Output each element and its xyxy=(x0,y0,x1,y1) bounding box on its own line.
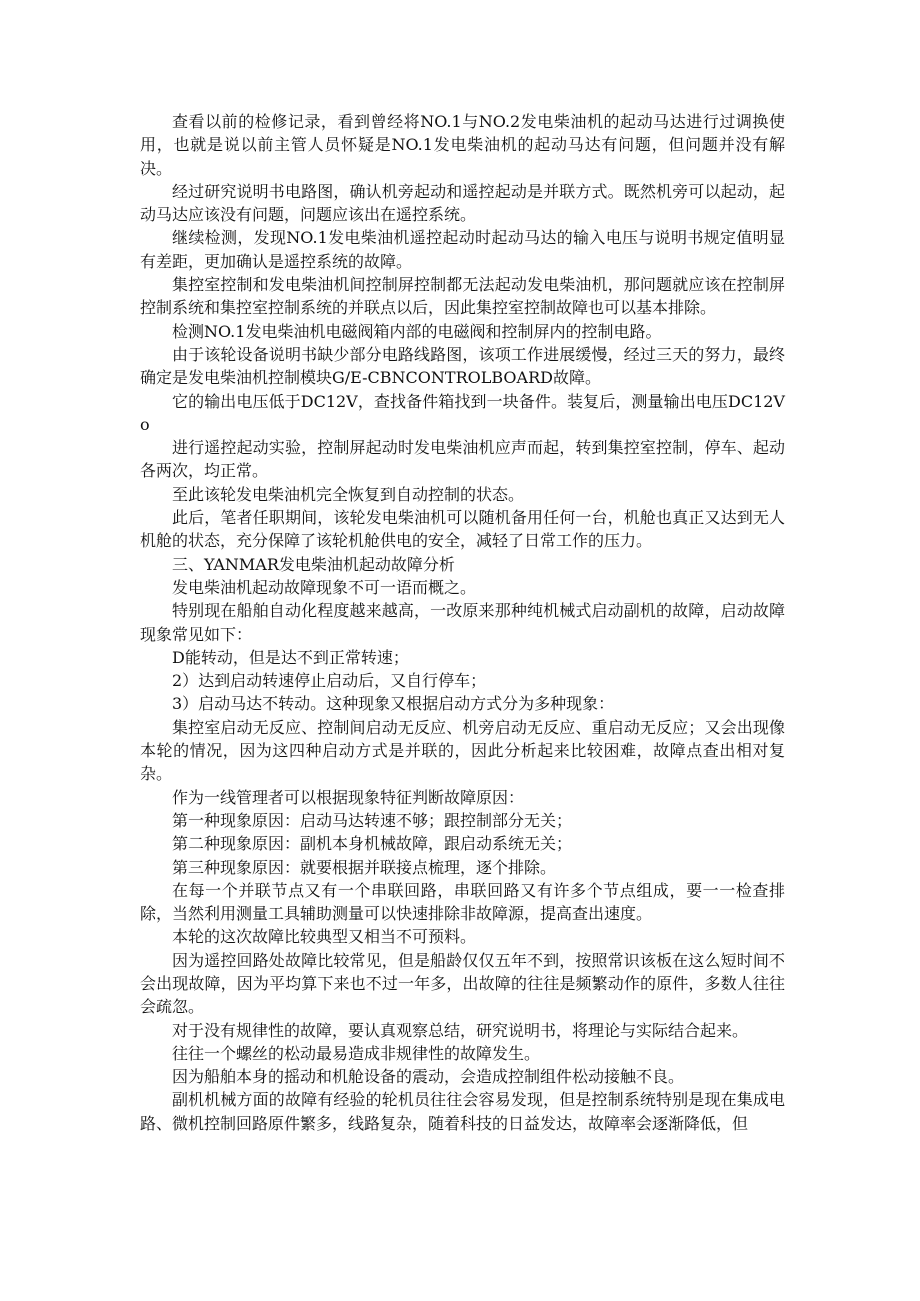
paragraph-diagnosis: 作为一线管理者可以根据现象特征判断故障原因： xyxy=(172,787,525,807)
paragraph-cause-3: 第三种现象原因：就要根据并联接点梳理，逐个排除。 xyxy=(172,857,557,877)
section-heading: 三、YANMAR发电柴油机起动故障分析 xyxy=(172,554,455,574)
paragraph-circuit-study: 经过研究说明书电路图，确认机旁起动和遥控起动是并联方式。既然机旁可以起动，起动马达应该没有问题，问题应该出在遥控系统。 xyxy=(140,181,785,225)
paragraph-typical-fault: 本轮的这次故障比较典型又相当不可预料。 xyxy=(172,927,477,947)
paragraph-vibration: 因为船舶本身的摇动和机舱设备的震动，会造成控制组件松动接触不良。 xyxy=(172,1067,685,1087)
paragraph-intro: 发电柴油机起动故障现象不可一语而概之。 xyxy=(172,577,477,597)
paragraph-cause-2: 第二种现象原因：副机本身机械故障，跟启动系统无关； xyxy=(172,834,573,854)
paragraph-voltage-check: 继续检测，发现NO.1发电柴油机遥控起动时起动马达的输入电压与说明书规定值明显有差距，更加确认是遥控系统的故障。 xyxy=(140,228,785,271)
paragraph-maintenance-record: 查看以前的检修记录，看到曾经将NO.1与NO.2发电柴油机的起动马达进行过调换使用，也就是说以前主管人员怀疑是NO.1发电柴油机的起动马达有问题，但问题并没有解决。 xyxy=(140,112,785,178)
document-body xyxy=(140,110,785,1135)
paragraph-control-room: 集控室控制和发电柴油机间控制屏控制都无法起动发电柴油机，那问题就应该在控制屏控制系统和集控室控制系统的并联点以后，因此集控室控制故障也可以基本排除。 xyxy=(140,275,785,318)
list-item-2: 2）达到启动转速停止启动后，又自行停车； xyxy=(172,671,487,691)
list-item-1: D能转动，但是达不到正常转速； xyxy=(172,647,409,667)
paragraph-solenoid-check: 检测NO.1发电柴油机电磁阀箱内部的电磁阀和控制屏内的控制电路。 xyxy=(172,321,662,341)
paragraph-restored: 至此该轮发电柴油机完全恢复到自动控制的状态。 xyxy=(172,484,525,504)
paragraph-cause-1: 第一种现象原因：启动马达转速不够；跟控制部分无关； xyxy=(172,810,573,830)
paragraph-mechanical-faults: 副机机械方面的故障有经验的轮机员往往会容易发现，但是控制系统特别是现在集成电路、微机控制回路原件繁多，线路复杂，随着科技的日益发达，故障率会逐渐降低，但 xyxy=(140,1090,785,1133)
paragraph-irregular-faults: 对于没有规律性的故障，要认真观察总结，研究说明书，将理论与实际结合起来。 xyxy=(172,1020,749,1040)
paragraph-remote-test: 进行遥控起动实验，控制屏起动时发电柴油机应声而起，转到集控室控制，停车、起动各两次，均正常。 xyxy=(140,438,785,481)
paragraph-common-faults: 特别现在船舶自动化程度越来越高，一改原来那种纯机械式启动副机的故障，启动故障现象常见如下： xyxy=(140,601,785,644)
paragraph-ship-age: 因为遥控回路处故障比较常见，但是船龄仅仅五年不到，按照常识该板在这么短时间不会出现故障，因为平均算下来也不过一年多，出故障的往往是频繁动作的原件，多数人往往会疏忽。 xyxy=(140,950,785,1017)
paragraph-control-board: 由于该轮设备说明书缺少部分电路线路图，该项工作进展缓慢，经过三天的努力，最终确定是发电柴油机控制模块G/E-CBNCONTROLBOARD故障。 xyxy=(140,344,785,388)
paragraph-start-modes: 集控室启动无反应、控制间启动无反应、机旁启动无反应、重启动无反应；又会出现像本轮的情况，因为这四种启动方式是并联的，因此分析起来比较困难，故障点查出相对复杂。 xyxy=(140,717,785,784)
paragraph-output-voltage: 它的输出电压低于DC12V，查找备件箱找到一块备件。装复后，测量输出电压DC12Vo xyxy=(140,391,785,434)
paragraph-afterwards: 此后，笔者任职期间，该轮发电柴油机可以随机备用任何一台，机舱也真正又达到无人机舱的状态，充分保障了该轮机舱供电的安全，减轻了日常工作的压力。 xyxy=(140,508,785,551)
list-item-3: 3）启动马达不转动。这种现象又根据启动方式分为多种现象： xyxy=(172,694,615,714)
paragraph-series-circuit: 在每一个并联节点又有一个串联回路，串联回路又有许多个节点组成，要一一检查排除，当然利用测量工具辅助测量可以快速排除非故障源，提高查出速度。 xyxy=(140,880,785,924)
paragraph-loose-screw: 往往一个螺丝的松动最易造成非规律性的故障发生。 xyxy=(172,1043,541,1063)
